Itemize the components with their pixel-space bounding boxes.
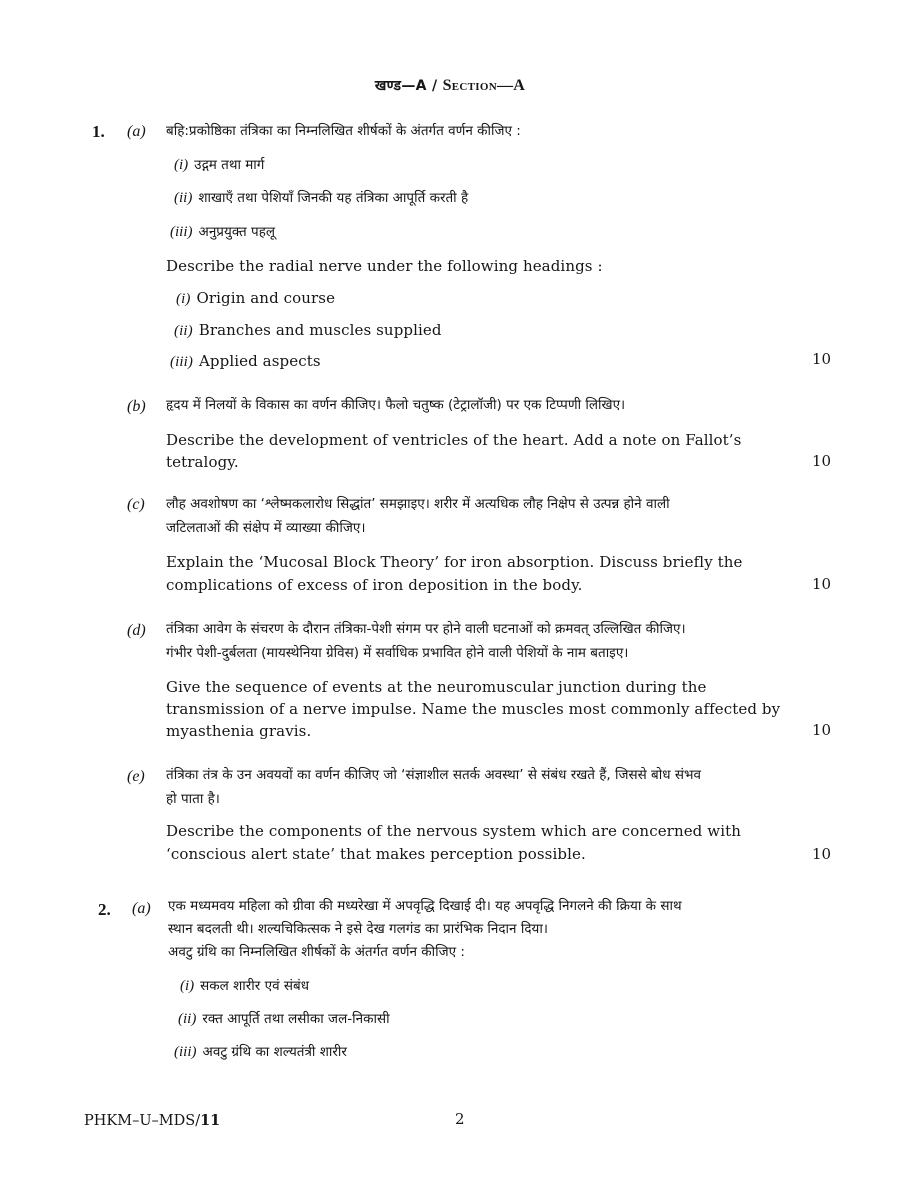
paper-code: PHKM–U–MDS/11	[84, 1112, 221, 1129]
part-1a-hindi-intro: बहि:प्रकोष्ठिका तंत्रिका का निम्नलिखित शीर्षकों के अंतर्गत वर्णन कीजिए :	[166, 123, 521, 139]
part-1e-hindi-line: तंत्रिका तंत्र के उन अवयवों का वर्णन कीजिए जो ‘संज्ञाशील सतर्क अवस्था’ से संबंध रखते हैं, जिससे बोध संभव	[166, 767, 701, 783]
part-1b-marks: 10	[812, 452, 832, 470]
part-1d-english-line: transmission of a nerve impulse. Name the muscles most commonly affected by	[166, 700, 781, 718]
part-2a-hindi-line: स्थान बदलती थी। शल्यचिकित्सक ने इसे देख गलगंड का प्रारंभिक निदान दिया।	[168, 921, 548, 937]
part-1c-english-line: Explain the ‘Mucosal Block Theory’ for iron absorption. Discuss briefly the	[166, 553, 743, 571]
part-1a-hindi-item: (i) उद्गम तथा मार्ग	[174, 157, 265, 173]
part-1a-hindi-item: (iii) अनुप्रयुक्त पहलू	[170, 224, 276, 240]
part-1e-hindi-line: हो पाता है।	[166, 791, 220, 807]
part-1d-english-line: myasthenia gravis.	[166, 722, 312, 740]
part-1a-label: (a)	[127, 123, 146, 140]
part-2a-hindi-item: (i) सकल शारीर एवं संबंध	[180, 978, 310, 994]
part-2a-hindi-line: अवटु ग्रंथि का निम्नलिखित शीर्षकों के अंतर्गत वर्णन कीजिए :	[168, 944, 465, 960]
section-heading-hindi: खण्ड—A /	[374, 78, 443, 94]
part-1b-label: (b)	[127, 398, 146, 415]
part-1d-hindi-line: गंभीर पेशी-दुर्बलता (मायस्थेनिया ग्रेविस) में सर्वाधिक प्रभावित होने वाली पेशियों के नाम बताइए।	[166, 645, 629, 661]
part-2a-hindi-item: (ii) रक्त आपूर्ति तथा लसीका जल-निकासी	[178, 1011, 390, 1027]
part-1a-marks: 10	[812, 350, 832, 368]
part-1e-marks: 10	[812, 845, 832, 863]
part-1d-english-line: Give the sequence of events at the neuromuscular junction during the	[166, 678, 707, 696]
question-1-number: 1.	[92, 122, 105, 141]
part-1c-english-line: complications of excess of iron deposition in the body.	[166, 576, 583, 594]
part-1e-english-line: Describe the components of the nervous system which are concerned with	[166, 822, 741, 840]
part-1d-marks: 10	[812, 721, 832, 739]
part-1c-marks: 10	[812, 575, 832, 593]
part-1a-english-item: (i) Origin and course	[176, 289, 336, 307]
part-1e-label: (e)	[127, 768, 145, 785]
part-1c-hindi-line: जटिलताओं की संक्षेप में व्याख्या कीजिए।	[166, 520, 366, 536]
part-1d-hindi-line: तंत्रिका आवेग के संचरण के दौरान तंत्रिका-पेशी संगम पर होने वाली घटनाओं को क्रमवत् उल्लिखित कीजिए।	[166, 621, 686, 637]
part-1b-english-line: Describe the development of ventricles of the heart. Add a note on Fallot’s	[166, 431, 742, 449]
part-1a-english-item: (iii) Applied aspects	[170, 352, 321, 370]
part-2a-hindi-line: एक मध्यमवय महिला को ग्रीवा की मध्यरेखा में अपवृद्धि दिखाई दी। यह अपवृद्धि निगलने की क्रिया के साथ	[168, 898, 682, 914]
question-2-number: 2.	[98, 900, 111, 919]
part-1d-label: (d)	[127, 622, 146, 639]
part-2a-hindi-item: (iii) अवटु ग्रंथि का शल्यतंत्री शारीर	[174, 1044, 347, 1060]
part-1c-label: (c)	[127, 496, 145, 513]
page-number: 2	[455, 1110, 465, 1128]
part-2a-label: (a)	[132, 900, 151, 917]
part-1a-english-item: (ii) Branches and muscles supplied	[174, 321, 442, 339]
part-1e-english-line: ‘conscious alert state’ that makes perception possible.	[166, 845, 586, 863]
part-1c-hindi-line: लौह अवशोषण का ‘श्लेष्मकलारोध सिद्धांत’ समझाइए। शरीर में अत्यधिक लौह निक्षेप से उत्पन्न होने वाली	[166, 496, 670, 512]
section-heading-english: Section—A	[442, 77, 526, 94]
section-heading	[0, 76, 900, 95]
part-1a-hindi-item: (ii) शाखाएँ तथा पेशियाँ जिनकी यह तंत्रिका आपूर्ति करती है	[174, 190, 469, 206]
part-1a-english-intro: Describe the radial nerve under the following headings :	[166, 257, 603, 275]
part-1b-english-line: tetralogy.	[166, 453, 239, 471]
part-1b-hindi: हृदय में निलयों के विकास का वर्णन कीजिए। फैलो चतुष्क (टेट्रालॉजी) पर एक टिप्पणी लिखिए।	[166, 397, 626, 413]
